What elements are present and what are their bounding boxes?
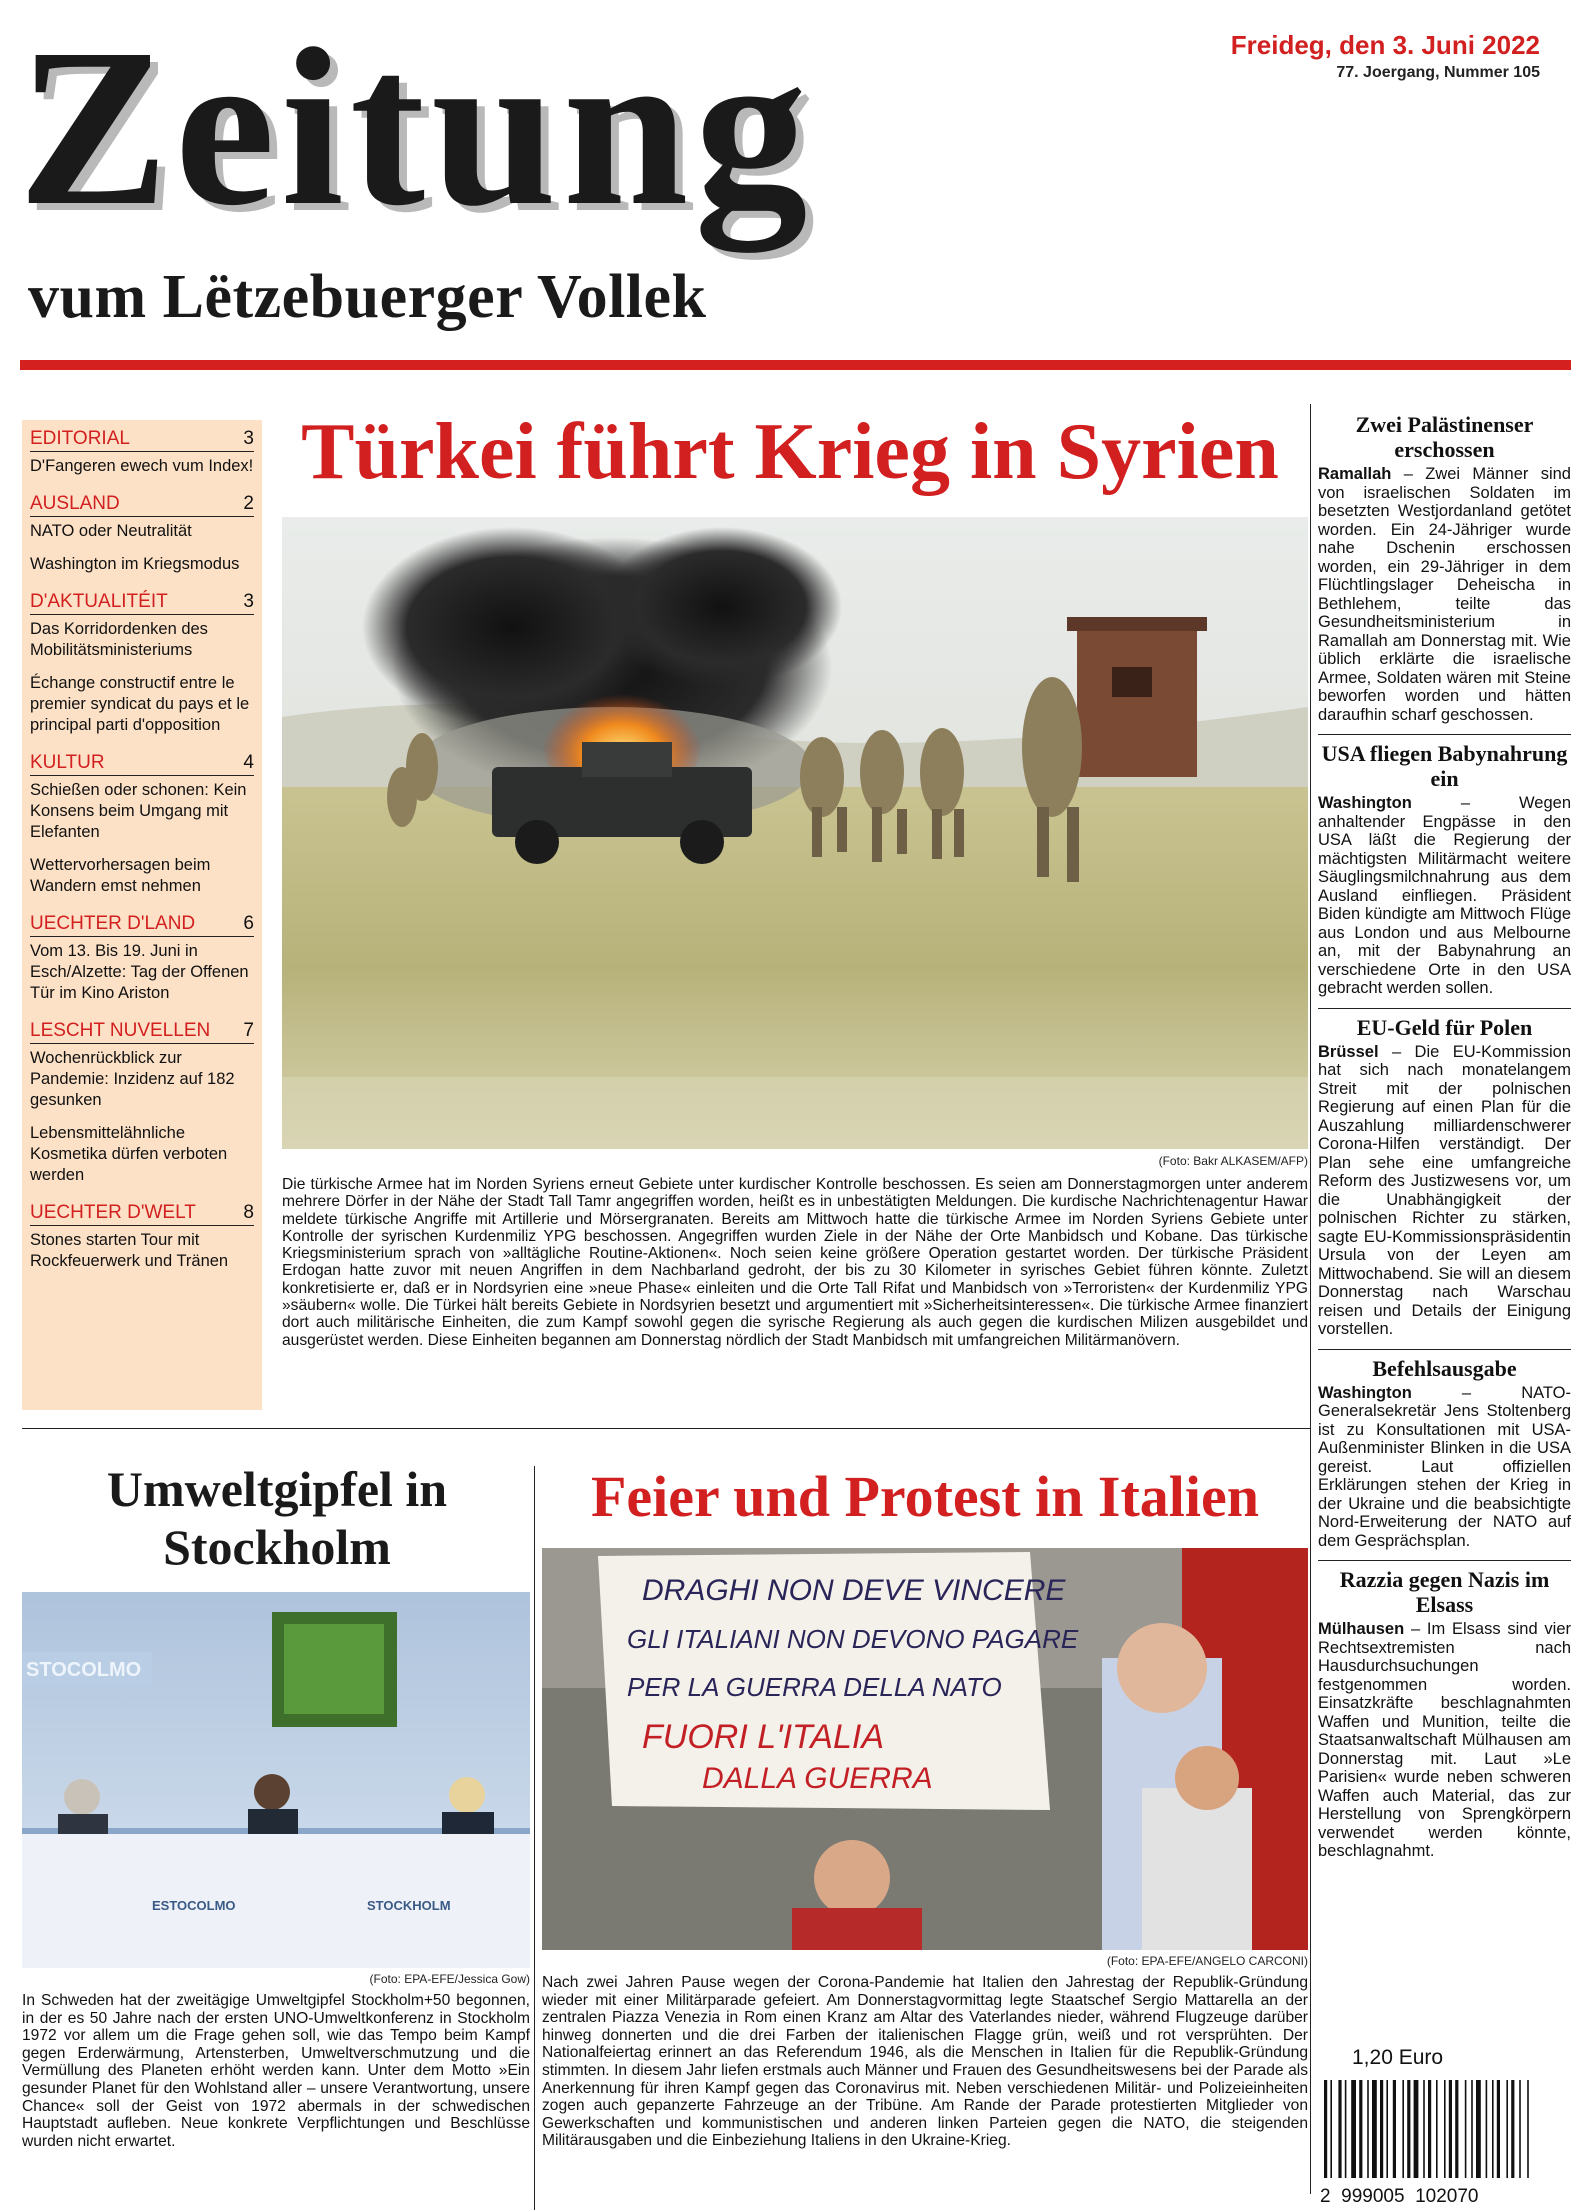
brief-text: – Zwei Männer sind von israelischen Soldaten im besetzten Westjordanland getötet worden. Ein 24-Jähriger wurde nahe Dschenin erschossen worden, ein 29-Jähriger in dem Flüchtlingslager Deheischa in Bethlehem, teilte das Gesundheitsministerium in Ramallah am Donnerstag mit. Wie üblich erklärte die israelische Armee, Soldaten wären mit Steine beworfen worden und hätten daraufhin scharf geschossen. [1318,465,1571,724]
env-headline[interactable]: Umweltgipfel in Stockholm [106,1461,448,1575]
svg-text:STOCOLMO: STOCOLMO [26,1659,142,1681]
barcode-bar [1519,2080,1521,2178]
barcode-bar [1476,2080,1481,2178]
section-rule [22,1428,1310,1429]
index-section-name: UECHTER D'WELT [30,1202,196,1223]
column-rule-right [1310,404,1311,2194]
index-item[interactable]: NATO oder Neutralität [30,522,192,540]
masthead-title: Zeitung [18,2,814,252]
brief-divider [1318,734,1571,735]
brief-body [1318,465,1571,724]
barcode-bar [1324,2080,1327,2178]
env-photo-credit: (Foto: EPA-EFE/Jessica Gow) [369,1972,530,1986]
main-headline[interactable]: Türkei führt Krieg in Syrien [301,408,1279,496]
index-section-header[interactable] [30,591,254,615]
brief-dateline: Washington [1318,794,1412,812]
masthead-rule [20,360,1571,370]
barcode-bar [1380,2080,1383,2178]
sign-line-1: DRAGHI NON DEVE VINCERE [642,1574,1066,1607]
index-section-name: KULTUR [30,752,105,773]
index-section[interactable] [30,591,254,736]
index-item[interactable]: Schießen oder schonen: Kein Konsens beim Umgang mit Elefanten [30,781,247,841]
barcode-bar [1455,2080,1458,2178]
index-section-name: D'AKTUALITÉIT [30,591,168,612]
index-page-number: 8 [243,1202,254,1223]
barcode-bar [1511,2080,1514,2178]
price-label: 1,20 Euro [1352,2046,1444,2069]
index-section-name: UECHTER D'LAND [30,913,196,934]
masthead-subtitle: vum Lëtzebuerger Vollek [28,263,707,331]
brief-text: – Die EU-Kommission hat sich nach monatelangem Streit mit der polnischen Regierung auf einen Plan für die Auszahlung milliardenschwerer Corona-Hilfen verständigt. Der Plan sehe eine umfangreiche Reform des Justizwesens vor, um die Unabhängigkeit der polnischen Richter zu stärken, sagte EU-Kommissionspräsidentin Ursula von der Leyen am Mittwochabend. Sie will an diesem Donnerstag nach Warschau reisen und Details der Einigung vorstellen. [1318,1042,1571,1338]
index-sidebar [22,420,262,1410]
index-section-header[interactable] [30,493,254,517]
brief-divider [1318,1560,1571,1561]
barcode-bar [1393,2080,1396,2178]
index-section-name: AUSLAND [30,493,120,514]
barcode [1318,2076,1571,2206]
soldiers-burning-truck-image [282,517,1308,1149]
brief-body [1318,1043,1571,1339]
index-item[interactable]: Wochenrückblick zur Pandemie: Inzidenz auf 182 gesunken [30,1049,235,1109]
barcode-bar [1471,2080,1473,2178]
barcode-bar [1444,2080,1446,2178]
index-page-number: 7 [243,1020,254,1041]
stockholm-conference-image [22,1592,530,1968]
index-section[interactable] [30,493,254,575]
news-briefs-column [1318,412,1571,1871]
barcode-bar [1359,2080,1362,2178]
env-photo-label-left: ESTOCOLMO [152,1898,236,1913]
index-section[interactable] [30,1202,254,1272]
barcode-bar [1465,2080,1467,2178]
news-brief [1318,1560,1571,1861]
index-section[interactable] [30,752,254,897]
barcode-bar [1330,2080,1332,2178]
italy-article-text: Nach zwei Jahren Pause wegen der Corona-Pandemie hat Italien den Jahrestag der Republik-Gründung wieder mit einer Militärparade gefeiert. Am Donnerstagvormittag legte Staatschef Sergio Mattarella an der zentralen Piazza Venezia in Rom einen Kranz am Altar des Vaterlandes nieder, während Flugzeuge darüber hinweg donnerten und die drei Farben der italienischen Flagge grün, weiß und rot versprühten. Der Nationalfeiertag erinnert an das Referendum 1946, als die Menschen in Italien für die Republik-Gründung stimmten. In diesem Jahr liefen erstmals auch Männer und Frauen des Gesundheitswesens bei der Parade als Anerkennung für ihren Kampf gegen das Coronavirus mit. Neben verschiedenen Militär- und Polizeieinheiten zogen auch gepanzerte Fahrzeuge an der Tribüne. Am Rande der Parade protestierten Mitglieder von Gewerkschaften und kommunistischen und anderen linken Parteien gegen die NATO, die steigenden Militärausgaben und die Einbeziehung Italiens in den Ukraine-Krieg. [542,1974,1308,2150]
barcode-bar [1372,2080,1377,2178]
env-photo-label-right: STOCKHOLM [367,1898,451,1913]
index-section[interactable] [30,428,254,477]
barcode-bar [1338,2080,1341,2178]
index-section-header[interactable] [30,428,254,452]
sign-line-2: GLI ITALIANI NON DEVONO PAGARE [627,1624,1079,1654]
italy-headline[interactable]: Feier und Protest in Italien [590,1464,1260,1529]
brief-body [1318,794,1571,998]
protest-sign-image [542,1548,1308,1950]
brief-dateline: Washington [1318,1383,1412,1402]
brief-text: – NATO-Generalsekretär Jens Stoltenberg ist zu Konsultationen mit USA-Außenminister Blinken in die USA gereist. Laut offiziellen Erklärungen stehen der Krieg in der Ukraine und die beabsichtigte Nord-Erweiterung der NATO auf dem Gesprächsplan. [1318,1383,1571,1550]
barcode-bar [1351,2080,1356,2178]
barcode-bar [1506,2080,1508,2178]
barcode-bar [1423,2080,1425,2178]
index-page-number: 4 [243,752,254,773]
barcode-bar [1402,2080,1404,2178]
barcode-bar [1386,2080,1388,2178]
news-brief [1318,1008,1571,1339]
index-page-number: 2 [243,493,254,514]
italy-photo [542,1548,1308,1950]
brief-body [1318,1620,1571,1861]
news-brief [1318,1349,1571,1551]
index-section[interactable] [30,1020,254,1186]
sign-line-3: PER LA GUERRA DELLA NATO [627,1672,1002,1702]
index-item[interactable]: D'Fangeren ewech vum Index! [30,457,254,475]
barcode-bar [1527,2080,1529,2178]
index-item[interactable]: Das Korridordenken des Mobilitätsministeriums [30,620,208,659]
barcode-bar [1436,2080,1438,2178]
barcode-bar [1407,2080,1410,2178]
index-section-name: LESCHT NUVELLEN [30,1020,211,1041]
brief-text: – Im Elsass sind vier Rechtsextremisten nach Hausdurchsuchungen festgenommen worden. Einsatzkräfte beschlagnahmten Waffen und Munition, teilte die Staatsanwaltschaft Mülhausen am Donnerstag mit. Laut »Le Parisien« wurde neben schweren Waffen auch Material, das zur Herstellung von Sprengkörpern verwendet werden könnte, beschlagnahmt. [1318,1620,1571,1860]
column-rule-middle [534,1466,535,2210]
index-section-header[interactable] [30,1020,254,1044]
brief-dateline: Mülhausen [1318,1620,1405,1638]
index-item[interactable]: Stones starten Tour mit Rockfeuerwerk und Tränen [30,1231,229,1270]
env-article-text: In Schweden hat der zweitägige Umweltgipfel Stockholm+50 begonnen, in der es 50 Jahre nach der ersten UNO-Umweltkonferenz in Stockholm 1972 vor allem um die Frage gehen soll, wie das Tempo beim Kampf gegen Erderwärmung, Artensterben, Umweltverschmutzung und die Vermüllung des Planeten erhöht werden kann. Unter dem Motto »Ein gesunder Planet für den Wohlstand aller – unsere Verantwortung, unsere Chance« soll der Geist von 1972 abermals in der schwedischen Hauptstadt aufleben. Neue konkrete Verpflichtungen und Beschlüsse wurden nicht erwartet. [22,1992,530,2150]
index-page-number: 3 [243,428,254,449]
index-item[interactable]: Lebensmittelähnliche Kosmetika dürfen verboten werden [30,1124,228,1184]
issue-number: 77. Joergang, Nummer 105 [1336,64,1540,81]
sign-line-4: FUORI L'ITALIA [642,1718,885,1756]
brief-title[interactable]: Zwei Palästinenser erschossen [1355,412,1534,462]
env-photo [22,1592,530,1968]
issue-date: Freideg, den 3. Juni 2022 [1230,30,1540,60]
barcode-bar [1492,2080,1494,2178]
italy-photo-credit: (Foto: EPA-EFE/ANGELO CARCONI) [1106,1954,1308,1968]
index-page-number: 3 [243,591,254,612]
index-section-header[interactable] [30,913,254,937]
brief-title[interactable]: EU-Geld für Polen [1356,1014,1533,1040]
index-section-header[interactable] [30,752,254,776]
news-brief [1318,412,1571,724]
index-section-header[interactable] [30,1202,254,1226]
index-item[interactable]: Wettervorhersagen beim Wandern emst nehmen [30,856,211,895]
barcode-bar [1486,2080,1488,2178]
brief-divider [1318,1349,1571,1350]
main-article-text: Die türkische Armee hat im Norden Syriens erneut Gebiete unter kurdischer Kontrolle beschossen. Es seien am Donnerstagmorgen unter anderem mehrere Dörfer in der Nähe der Stadt Tall Tamr angegriffen worden, heißt es in unbestätigten Meldungen. Die kurdische Nachrichtenagentur Hawar meldete türkische Angriffe mit Artillerie und Mörsergranaten. Bereits am Mittwoch hatte die türkische Armee im Norden Syriens Gebiete unter Kontrolle der syrischen Kurdenmiliz YPG beschossen. Angegriffen wurden Ziele in der Nähe der Orte Manbidsch und Kobane. Das türkische Kriegsministerium sprach von »alltägliche Routine-Aktionen«. Noch seien keine größere Operation gestartet worden. Der türkische Präsident Erdogan hatte zuvor mit neuen Angriffen in dem Nachbarland gedroht, der bis zu 30 Kilometer in syrisches Gebiet führen könnte. Zuletzt konkretisierte er, daß er in Nordsyrien eine »neue Phase« einleiten und die Orte Tall Rifat und Manbidsch von »Terroristen« der Kurdenmiliz YPG »säubern« wolle. Die Türkei hält bereits Gebiete in Nordsyrien besetzt und argumentiert mit »Sicherheitsinteressen«. Die türkische Armee finanziert dort auch militärische Einheiten, die zum Kampf sowohl gegen die syrische Regierung als auch gegen die kurdischen Milizen ausgebildet und ausgerüstet werden. Diese Einheiten begannen am Donnerstag nördlich der Stadt Manbidsch mit umfangreichen Militärmanövern. [282,1176,1308,1349]
index-section-name: EDITORIAL [30,428,130,449]
brief-dateline: Brüssel [1318,1042,1379,1061]
sign-line-5: DALLA GUERRA [702,1762,933,1795]
index-item[interactable]: Washington im Kriegsmodus [30,555,240,573]
barcode-number: 2 999005 102070 [1320,2186,1479,2206]
brief-body [1318,1384,1571,1551]
index-item[interactable]: Échange constructif entre le premier syndicat du pays et le principal parti d'opposition [30,674,250,734]
brief-title[interactable]: Razzia gegen Nazis im Elsass [1339,1567,1550,1617]
barcode-image [1318,2076,1571,2206]
brief-title[interactable]: Befehlsausgabe [1372,1355,1517,1381]
brief-divider [1318,1008,1571,1009]
barcode-bar [1449,2080,1452,2178]
main-photo-credit: (Foto: Bakr ALKASEM/AFP) [1158,1154,1308,1168]
news-brief [1318,734,1571,998]
index-item[interactable]: Vom 13. Bis 19. Juni in Esch/Alzette: Tag der Offenen Tür im Kino Ariston [30,942,249,1002]
main-photo [282,517,1308,1149]
barcode-bar [1414,2080,1419,2178]
brief-dateline: Ramallah [1318,465,1392,483]
barcode-bar [1367,2080,1369,2178]
brief-text: – Wegen anhaltender Engpässe in den USA läßt die Regierung der mächtigsten Militärmacht weitere Säuglingsmilchnahrung aus dem Ausland einfliegen. Präsident Biden kündigte am Mittwoch Flüge aus London und aus Melbourne an, mit der Babynahrung an verschiedene Orte in den USA gebracht werden sollen. [1318,794,1571,997]
barcode-bar [1345,2080,1347,2178]
index-page-number: 6 [243,913,254,934]
barcode-bar [1428,2080,1431,2178]
brief-title[interactable]: USA fliegen Babynahrung ein [1321,741,1568,791]
index-section[interactable] [30,913,254,1004]
barcode-bar [1497,2080,1500,2178]
